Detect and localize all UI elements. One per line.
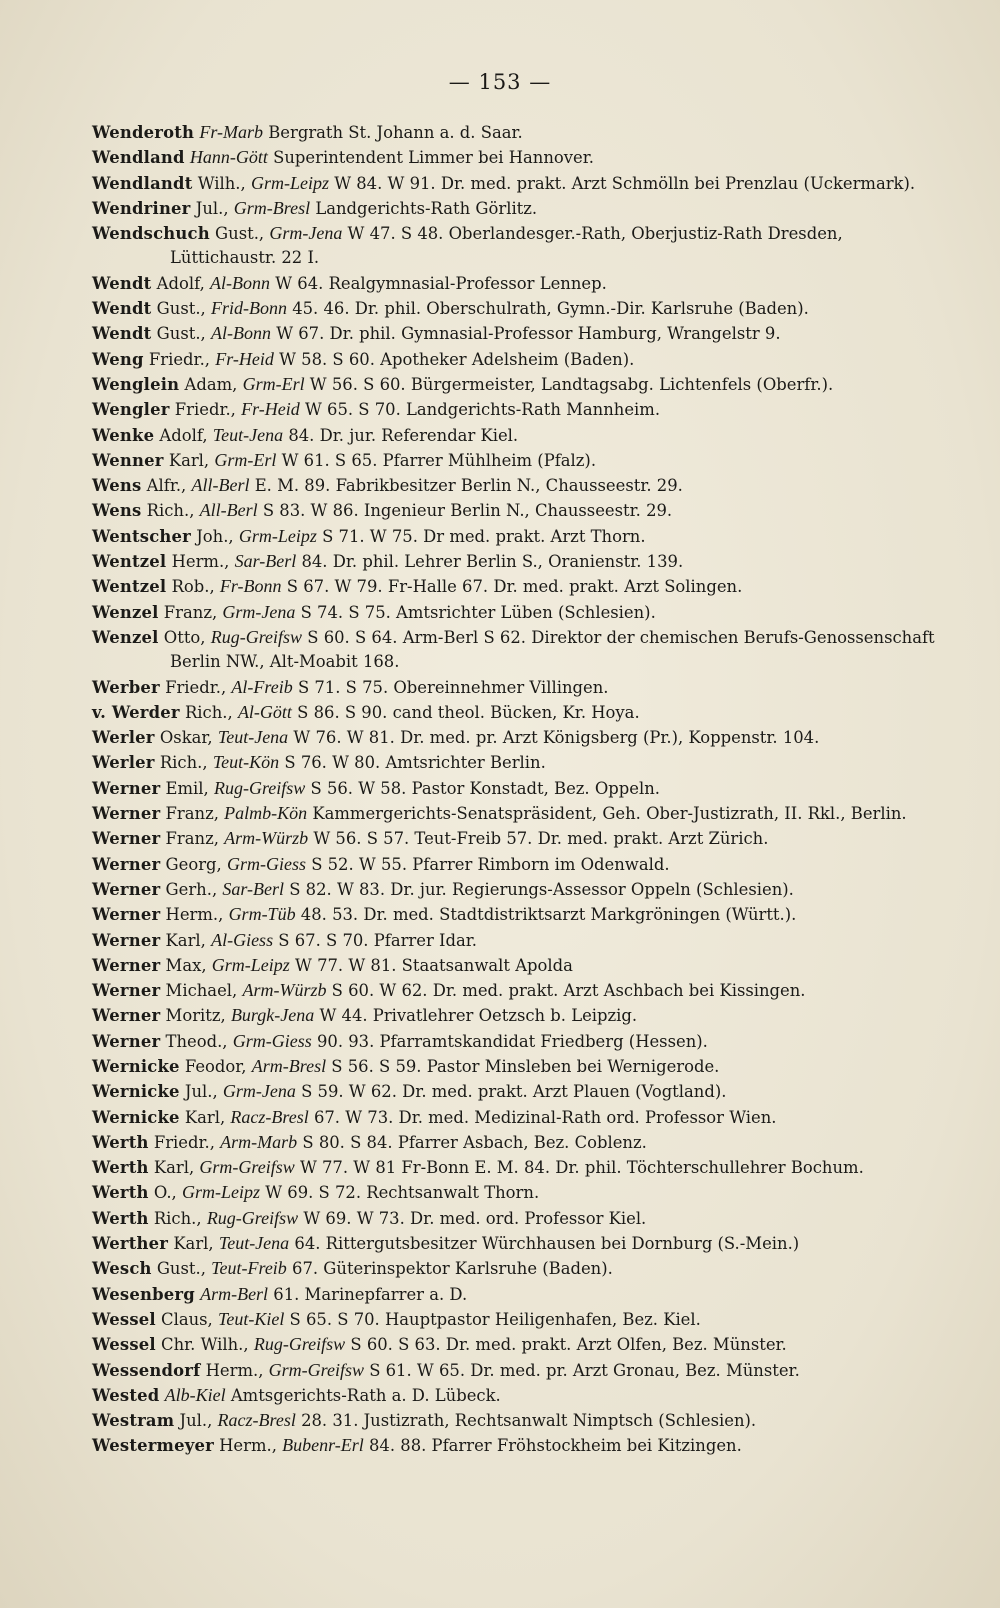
list-item	[92, 1003, 942, 1028]
entry-chapter: Teut-Kön	[212, 752, 280, 773]
list-item	[92, 196, 942, 221]
entry-given-name: Joh.,	[196, 526, 234, 546]
list-item	[92, 1130, 942, 1155]
list-item	[92, 296, 942, 321]
entry-details: Amtsgerichts-Rath a. D. Lübeck.	[230, 1385, 501, 1405]
entry-name: Wessel	[92, 1309, 156, 1329]
entry-details: 67. Güterinspektor Karlsruhe (Baden).	[292, 1259, 613, 1279]
entry-given-name: Gerh.,	[165, 879, 218, 899]
entry-given-name: Michael,	[165, 981, 238, 1001]
entry-details: S 56. W 58. Pastor Konstadt, Bez. Oppeln.	[310, 778, 660, 798]
entry-name: Wendlandt	[92, 173, 193, 193]
list-item	[92, 1180, 942, 1205]
entry-name: Wested	[92, 1385, 160, 1405]
entry-name: Wessendorf	[92, 1360, 201, 1380]
entry-details: S 71. S 75. Obereinnehmer Villingen.	[297, 677, 609, 697]
list-item	[92, 700, 942, 725]
entry-name: Wenzel	[92, 627, 159, 647]
list-item	[92, 902, 942, 927]
entry-details: S 82. W 83. Dr. jur. Regierungs-Assessor Oppeln (Schlesien).	[289, 879, 794, 899]
entry-name: Werther	[92, 1234, 169, 1254]
entry-given-name: Gust.,	[156, 299, 206, 319]
entry-chapter: Arm-Würzb	[242, 980, 327, 1001]
entry-name: Wendland	[92, 148, 185, 168]
entry-details: S 71. W 75. Dr med. prakt. Arzt Thorn.	[322, 526, 646, 546]
entry-chapter: Bubenr-Erl	[282, 1435, 364, 1456]
entry-details: W 61. S 65. Pfarrer Mühlheim (Pfalz).	[281, 450, 597, 470]
entry-details: W 56. S 60. Bürgermeister, Landtagsabg. Lichtenfels (Oberfr.).	[309, 374, 834, 394]
list-item	[92, 826, 942, 851]
list-item	[92, 423, 942, 448]
entry-given-name: Theod.,	[165, 1031, 228, 1051]
entry-chapter: Rug-Greifsw	[253, 1334, 346, 1355]
entry-details: W 77. W 81. Staatsanwalt Apolda	[295, 955, 573, 975]
entry-name: Wendt	[92, 299, 152, 319]
entry-given-name: Adolf,	[159, 425, 208, 445]
list-item	[92, 145, 942, 170]
entry-chapter: Burgk-Jena	[230, 1005, 315, 1026]
entry-given-name: Friedr.,	[153, 1132, 215, 1152]
page-number: — 153 —	[448, 70, 552, 94]
entry-given-name: Feodor,	[184, 1056, 247, 1076]
list-item	[92, 725, 942, 750]
entry-name: Wessel	[92, 1335, 156, 1355]
list-item	[92, 1029, 942, 1054]
list-item	[92, 1206, 942, 1231]
entry-chapter: Teut-Jena	[212, 424, 284, 445]
entry-details: 67. W 73. Dr. med. Medizinal-Rath ord. Professor Wien.	[313, 1107, 777, 1127]
list-item	[92, 953, 942, 978]
entry-name: Werner	[92, 930, 161, 950]
entry-name: Wendt	[92, 324, 152, 344]
entry-details: Superintendent Limmer bei Hannover.	[273, 148, 594, 168]
list-item	[92, 1383, 942, 1408]
entry-chapter: Grm-Leipz	[238, 525, 317, 546]
entry-given-name: Rob.,	[171, 577, 215, 597]
list-item	[92, 750, 942, 775]
entry-given-name: Gust.,	[156, 1259, 206, 1279]
entry-name: Wenner	[92, 450, 164, 470]
entry-name: Wentzel	[92, 577, 167, 597]
entry-chapter: Fr-Heid	[215, 348, 274, 369]
entry-name: Wesenberg	[92, 1284, 195, 1304]
entry-name: Wenzel	[92, 602, 159, 622]
list-item	[92, 448, 942, 473]
entry-given-name: O.,	[153, 1183, 177, 1203]
entry-details: W 84. W 91. Dr. med. prakt. Arzt Schmölln bei Prenzlau (Uckermark).	[334, 173, 916, 193]
entry-details: W 69. W 73. Dr. med. ord. Professor Kiel.	[303, 1208, 647, 1228]
entry-name: Wernicke	[92, 1082, 180, 1102]
entry-given-name: Franz,	[163, 602, 218, 622]
entry-chapter: Frid-Bonn	[210, 298, 287, 319]
entry-name: Wendschuch	[92, 224, 210, 244]
entry-chapter: Grm-Erl	[214, 449, 277, 470]
list-item	[92, 1282, 942, 1307]
list-item	[92, 1408, 942, 1433]
entry-details: W 58. S 60. Apotheker Adelsheim (Baden).	[279, 349, 635, 369]
entry-given-name: Jul.,	[195, 198, 229, 218]
entry-details: 84. 88. Pfarrer Fröhstockheim bei Kitzingen.	[369, 1436, 742, 1456]
entry-details: S 60. W 62. Dr. med. prakt. Arzt Aschbach bei Kissingen.	[331, 981, 806, 1001]
entry-name: Werner	[92, 778, 161, 798]
entry-details: S 61. W 65. Dr. med. pr. Arzt Gronau, Bez. Münster.	[369, 1360, 800, 1380]
entry-name: Wenderoth	[92, 123, 195, 142]
entry-given-name: Claus,	[161, 1309, 213, 1329]
entry-name: Westermeyer	[92, 1436, 214, 1456]
entry-details: E. M. 89. Fabrikbesitzer Berlin N., Chausseestr. 29.	[254, 476, 683, 496]
entry-name: Wernicke	[92, 1056, 180, 1076]
entry-chapter: Rug-Greifsw	[213, 777, 306, 798]
entry-chapter: Al-Bonn	[210, 323, 271, 344]
entry-given-name: Herm.,	[165, 905, 224, 925]
list-item	[92, 397, 942, 422]
entry-given-name: Herm.,	[205, 1360, 264, 1380]
entry-name: Werth	[92, 1208, 149, 1228]
entry-details: Bergrath St. Johann a. d. Saar.	[268, 123, 523, 142]
entry-given-name: Karl,	[184, 1107, 226, 1127]
entry-details: W 65. S 70. Landgerichts-Rath Mannheim.	[304, 400, 661, 420]
entry-chapter: Rug-Greifsw	[206, 1207, 299, 1228]
entry-details: S 80. S 84. Pfarrer Asbach, Bez. Coblenz.	[302, 1132, 647, 1152]
entry-given-name: Karl,	[173, 1234, 214, 1254]
entry-details: W 69. S 72. Rechtsanwalt Thorn.	[265, 1183, 540, 1203]
entry-name: Weng	[92, 349, 144, 369]
list-item	[92, 877, 942, 902]
entry-chapter: Grm-Jena	[269, 223, 343, 244]
entry-chapter: Alb-Kiel	[164, 1384, 226, 1405]
entry-name: Wens	[92, 501, 142, 521]
entry-name: Werner	[92, 879, 161, 899]
entry-details: W 77. W 81 Fr-Bonn E. M. 84. Dr. phil. Töchterschullehrer Bochum.	[299, 1158, 864, 1178]
entry-name: Werner	[92, 804, 161, 824]
entry-given-name: Friedr.,	[165, 677, 227, 697]
entry-given-name: Wilh.,	[197, 173, 246, 193]
entry-chapter: Racz-Bresl	[230, 1106, 309, 1127]
entry-details: Kammergerichts-Senatspräsident, Geh. Ober-Justizrath, II. Rkl., Berlin.	[312, 804, 907, 824]
entry-given-name: Otto,	[163, 627, 206, 647]
list-item	[92, 1054, 942, 1079]
entry-chapter: Grm-Bresl	[233, 197, 311, 218]
entry-name: Wenke	[92, 425, 155, 445]
list-item	[92, 1105, 942, 1130]
entry-given-name: Oskar,	[159, 728, 213, 748]
list-item	[92, 1358, 942, 1383]
entry-name: Werner	[92, 981, 161, 1001]
entry-list	[92, 120, 942, 1459]
list-item	[92, 549, 942, 574]
entry-given-name: Moritz,	[165, 1006, 226, 1026]
entry-chapter: Teut-Kiel	[217, 1308, 285, 1329]
list-item	[92, 1433, 942, 1458]
entry-name: Wengler	[92, 400, 170, 420]
entry-details: 61. Marinepfarrer a. D.	[273, 1284, 468, 1304]
entry-given-name: Alfr.,	[146, 476, 187, 496]
entry-details: 28. 31. Justizrath, Rechtsanwalt Nimptsch (Schlesien).	[301, 1411, 757, 1431]
entry-details: S 74. S 75. Amtsrichter Lüben (Schlesien).	[300, 602, 656, 622]
entry-chapter: Fr-Heid	[241, 399, 300, 420]
entry-name: Wendt	[92, 273, 152, 293]
entry-details: S 60. S 63. Dr. med. prakt. Arzt Olfen, Bez. Münster.	[350, 1335, 787, 1355]
entry-given-name: Karl,	[168, 450, 210, 470]
list-item	[92, 625, 942, 675]
list-item	[92, 1307, 942, 1332]
entry-name: Werner	[92, 1031, 161, 1051]
entry-details: S 76. W 80. Amtsrichter Berlin.	[284, 753, 546, 773]
entry-given-name: Franz,	[165, 829, 219, 849]
entry-chapter: All-Berl	[199, 500, 258, 521]
list-item	[92, 120, 942, 145]
entry-name: Werth	[92, 1132, 149, 1152]
entry-details: 64. Rittergutsbesitzer Würchhausen bei Dornburg (S.-Mein.)	[294, 1234, 800, 1254]
entry-chapter: Fr-Marb	[199, 122, 264, 142]
entry-name: Werler	[92, 753, 155, 773]
entry-name: Werth	[92, 1183, 149, 1203]
list-item	[92, 372, 942, 397]
list-item	[92, 675, 942, 700]
list-item	[92, 221, 942, 271]
entry-chapter: Arm-Marb	[220, 1131, 298, 1152]
entry-name: Werner	[92, 905, 161, 925]
entry-details: S 59. W 62. Dr. med. prakt. Arzt Plauen (Vogtland).	[301, 1082, 727, 1102]
list-item	[92, 321, 942, 346]
entry-details: S 56. S 59. Pastor Minsleben bei Wernigerode.	[331, 1056, 720, 1076]
list-item	[92, 978, 942, 1003]
entry-details: W 44. Privatlehrer Oetzsch b. Leipzig.	[319, 1006, 638, 1026]
entry-chapter: Grm-Tüb	[228, 904, 296, 925]
entry-chapter: Arm-Würzb	[224, 828, 309, 849]
list-item	[92, 1079, 942, 1104]
list-item	[92, 1256, 942, 1281]
entry-chapter: Grm-Greifsw	[268, 1359, 364, 1380]
list-item	[92, 473, 942, 498]
entry-details: 48. 53. Dr. med. Stadtdistriktsarzt Markgröningen (Württ.).	[300, 905, 797, 925]
entry-given-name: Franz,	[165, 804, 219, 824]
entry-given-name: Georg,	[165, 854, 222, 874]
entry-chapter: Al-Freib	[231, 676, 293, 697]
list-item	[92, 801, 942, 826]
entry-chapter: Grm-Leipz	[181, 1182, 260, 1203]
list-item	[92, 1231, 942, 1256]
entry-chapter: Al-Bonn	[210, 272, 271, 293]
entry-chapter: Rug-Greifsw	[210, 626, 303, 647]
entry-given-name: Rich.,	[184, 702, 233, 722]
entry-details: 45. 46. Dr. phil. Oberschulrath, Gymn.-Dir. Karlsruhe (Baden).	[292, 299, 809, 319]
list-item	[92, 1332, 942, 1357]
entry-given-name: Friedr.,	[148, 349, 211, 369]
entry-name: Werth	[92, 1158, 149, 1178]
entry-details: S 83. W 86. Ingenieur Berlin N., Chausseestr. 29.	[262, 501, 673, 521]
entry-chapter: Grm-Jena	[222, 601, 296, 622]
entry-given-name: Karl,	[153, 1158, 195, 1178]
entry-chapter: Arm-Berl	[200, 1283, 269, 1304]
entry-given-name: Gust.,	[156, 324, 206, 344]
entry-given-name: Emil,	[165, 778, 209, 798]
list-item	[92, 524, 942, 549]
entry-details: S 65. S 70. Hauptpastor Heiligenhafen, Bez. Kiel.	[289, 1309, 701, 1329]
entry-chapter: Sar-Berl	[234, 551, 297, 572]
entry-chapter: Racz-Bresl	[217, 1410, 296, 1431]
entry-name: Wentzel	[92, 552, 167, 572]
entry-chapter: All-Berl	[191, 475, 250, 496]
entry-details: 84. Dr. phil. Lehrer Berlin S., Oranienstr. 139.	[301, 552, 684, 572]
list-item	[92, 600, 942, 625]
entry-details: W 64. Realgymnasial-Professor Lennep.	[275, 273, 607, 293]
entry-given-name: Chr. Wilh.,	[161, 1335, 249, 1355]
entry-chapter: Grm-Leipz	[250, 172, 329, 193]
list-item	[92, 347, 942, 372]
entry-chapter: Grm-Giess	[232, 1030, 312, 1051]
entry-given-name: Karl,	[165, 930, 206, 950]
list-item	[92, 271, 942, 296]
list-item	[92, 498, 942, 523]
entry-given-name: Rich.,	[146, 501, 195, 521]
entry-chapter: Grm-Jena	[222, 1081, 296, 1102]
entry-given-name: Max,	[165, 955, 207, 975]
entry-chapter: Fr-Bonn	[219, 576, 282, 597]
entry-given-name: Jul.,	[179, 1411, 213, 1431]
entry-details: 90. 93. Pfarramtskandidat Friedberg (Hessen).	[316, 1031, 708, 1051]
list-item	[92, 928, 942, 953]
entry-details: S 86. S 90. cand theol. Bücken, Kr. Hoya.	[297, 702, 640, 722]
entry-chapter: Hann-Gött	[189, 147, 268, 168]
entry-name: Westram	[92, 1411, 175, 1431]
entry-given-name: Herm.,	[219, 1436, 277, 1456]
entry-chapter: Sar-Berl	[222, 878, 285, 899]
list-item	[92, 574, 942, 599]
entry-chapter: Palmb-Kön	[224, 803, 308, 824]
entry-details: W 56. S 57. Teut-Freib 57. Dr. med. prakt. Arzt Zürich.	[313, 829, 769, 849]
entry-details: W 76. W 81. Dr. med. pr. Arzt Königsberg (Pr.), Koppenstr. 104.	[293, 728, 820, 748]
entry-given-name: Herm.,	[171, 552, 230, 572]
entry-name: Wernicke	[92, 1107, 180, 1127]
entry-details: S 60. S 64. Arm-Berl S 62. Direktor der chemischen Berufs-Genossenschaft Berlin NW., Alt-Moabit 168.	[170, 627, 935, 672]
entry-name: v. Werder	[92, 702, 180, 722]
entry-name: Werner	[92, 829, 161, 849]
list-item	[92, 776, 942, 801]
entry-given-name: Rich.,	[153, 1208, 202, 1228]
entry-name: Wentscher	[92, 526, 191, 546]
entry-chapter: Grm-Giess	[226, 853, 306, 874]
list-item	[92, 1155, 942, 1180]
entry-details: 84. Dr. jur. Referendar Kiel.	[288, 425, 519, 445]
entry-name: Werber	[92, 677, 160, 697]
entry-chapter: Grm-Erl	[242, 373, 305, 394]
entry-given-name: Friedr.,	[174, 400, 236, 420]
entry-details: W 47. S 48. Oberlandesger.-Rath, Oberjustiz-Rath Dresden, Lüttichaustr. 22 I.	[170, 224, 843, 268]
entry-given-name: Gust.,	[215, 224, 265, 244]
entry-name: Wesch	[92, 1259, 152, 1279]
entry-given-name: Rich.,	[159, 753, 208, 773]
entry-name: Wendriner	[92, 198, 191, 218]
entry-details: S 52. W 55. Pfarrer Rimborn im Odenwald.	[311, 854, 670, 874]
entry-name: Werner	[92, 1006, 161, 1026]
entry-chapter: Grm-Leipz	[211, 954, 290, 975]
entry-details: S 67. S 70. Pfarrer Idar.	[278, 930, 477, 950]
entry-chapter: Arm-Bresl	[251, 1055, 327, 1076]
entry-given-name: Adolf,	[156, 273, 205, 293]
list-item	[92, 852, 942, 877]
entry-chapter: Al-Giess	[211, 929, 274, 950]
entry-given-name: Adam,	[184, 374, 238, 394]
entry-name: Wenglein	[92, 374, 180, 394]
entry-chapter: Teut-Freib	[211, 1258, 287, 1279]
list-item	[92, 171, 942, 196]
entry-details: Landgerichts-Rath Görlitz.	[315, 198, 538, 218]
entry-chapter: Al-Gött	[237, 701, 292, 722]
entry-name: Werler	[92, 728, 155, 748]
entry-name: Werner	[92, 955, 161, 975]
entry-chapter: Teut-Jena	[218, 1233, 290, 1254]
entry-name: Werner	[92, 854, 161, 874]
entry-chapter: Grm-Greifsw	[199, 1157, 295, 1178]
entry-name: Wens	[92, 476, 142, 496]
entry-details: W 67. Dr. phil. Gymnasial-Professor Hamburg, Wrangelstr 9.	[276, 324, 781, 344]
entry-given-name: Jul.,	[184, 1082, 218, 1102]
entry-details: S 67. W 79. Fr-Halle 67. Dr. med. prakt. Arzt Solingen.	[286, 577, 743, 597]
entry-chapter: Teut-Jena	[217, 727, 289, 748]
